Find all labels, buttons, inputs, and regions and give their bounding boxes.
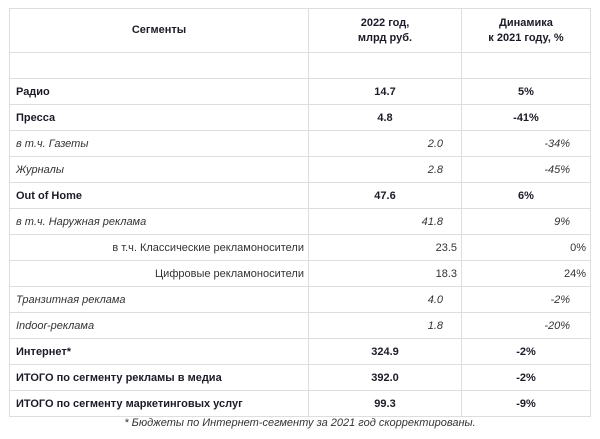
change-cell: 9% bbox=[462, 209, 591, 235]
header-row bbox=[10, 9, 591, 53]
table-row bbox=[10, 287, 591, 313]
change-cell: -2% bbox=[462, 339, 591, 365]
empty-row bbox=[10, 53, 591, 79]
table-row bbox=[10, 183, 591, 209]
ad-market-table bbox=[9, 8, 591, 417]
value-cell: 2.0 bbox=[309, 131, 462, 157]
change-cell: -20% bbox=[462, 313, 591, 339]
value-cell: 23.5 bbox=[309, 235, 462, 261]
segment-label: ИТОГО по сегменту маркетинговых услуг bbox=[10, 391, 309, 417]
segment-label: в т.ч. Газеты bbox=[10, 131, 309, 157]
table-row bbox=[10, 131, 591, 157]
segment-label: Indoor-реклама bbox=[10, 313, 309, 339]
change-cell: -2% bbox=[462, 287, 591, 313]
segment-label: Интернет* bbox=[10, 339, 309, 365]
table-row bbox=[10, 261, 591, 287]
table-row bbox=[10, 105, 591, 131]
segment-label: Цифровые рекламоносители bbox=[10, 261, 309, 287]
header-dynamics: Динамика к 2021 году, % bbox=[462, 9, 591, 53]
header-value: 2022 год, млрд руб. bbox=[309, 9, 462, 53]
change-cell: 0% bbox=[462, 235, 591, 261]
segment-label: ИТОГО по сегменту рекламы в медиа bbox=[10, 365, 309, 391]
segment-label: в т.ч. Классические рекламоносители bbox=[10, 235, 309, 261]
change-cell: 24% bbox=[462, 261, 591, 287]
change-cell: -45% bbox=[462, 157, 591, 183]
footnote: * Бюджеты по Интернет-сегменту за 2021 год скорректированы. bbox=[124, 417, 476, 429]
value-cell: 324.9 bbox=[309, 339, 462, 365]
segment-label: Пресса bbox=[10, 105, 309, 131]
value-cell: 392.0 bbox=[309, 365, 462, 391]
value-cell: 1.8 bbox=[309, 313, 462, 339]
value-cell: 4.8 bbox=[309, 105, 462, 131]
value-cell: 99.3 bbox=[309, 391, 462, 417]
segment-label: Транзитная реклама bbox=[10, 287, 309, 313]
value-cell: 47.6 bbox=[309, 183, 462, 209]
change-cell: 6% bbox=[462, 183, 591, 209]
segment-label: в т.ч. Наружная реклама bbox=[10, 209, 309, 235]
table-row bbox=[10, 79, 591, 105]
value-cell: 14.7 bbox=[309, 79, 462, 105]
value-cell: 41.8 bbox=[309, 209, 462, 235]
change-cell: -2% bbox=[462, 365, 591, 391]
table-row bbox=[10, 157, 591, 183]
table-row bbox=[10, 235, 591, 261]
value-cell: 18.3 bbox=[309, 261, 462, 287]
table-row bbox=[10, 365, 591, 391]
segment-label: Журналы bbox=[10, 157, 309, 183]
table-row bbox=[10, 313, 591, 339]
header-segments: Сегменты bbox=[10, 9, 309, 53]
change-cell: -34% bbox=[462, 131, 591, 157]
table-row bbox=[10, 209, 591, 235]
value-cell: 2.8 bbox=[309, 157, 462, 183]
table-row bbox=[10, 391, 591, 417]
value-cell: 4.0 bbox=[309, 287, 462, 313]
change-cell: -41% bbox=[462, 105, 591, 131]
table-row bbox=[10, 339, 591, 365]
segment-label: Out of Home bbox=[10, 183, 309, 209]
change-cell: 5% bbox=[462, 79, 591, 105]
segment-label: Радио bbox=[10, 79, 309, 105]
change-cell: -9% bbox=[462, 391, 591, 417]
